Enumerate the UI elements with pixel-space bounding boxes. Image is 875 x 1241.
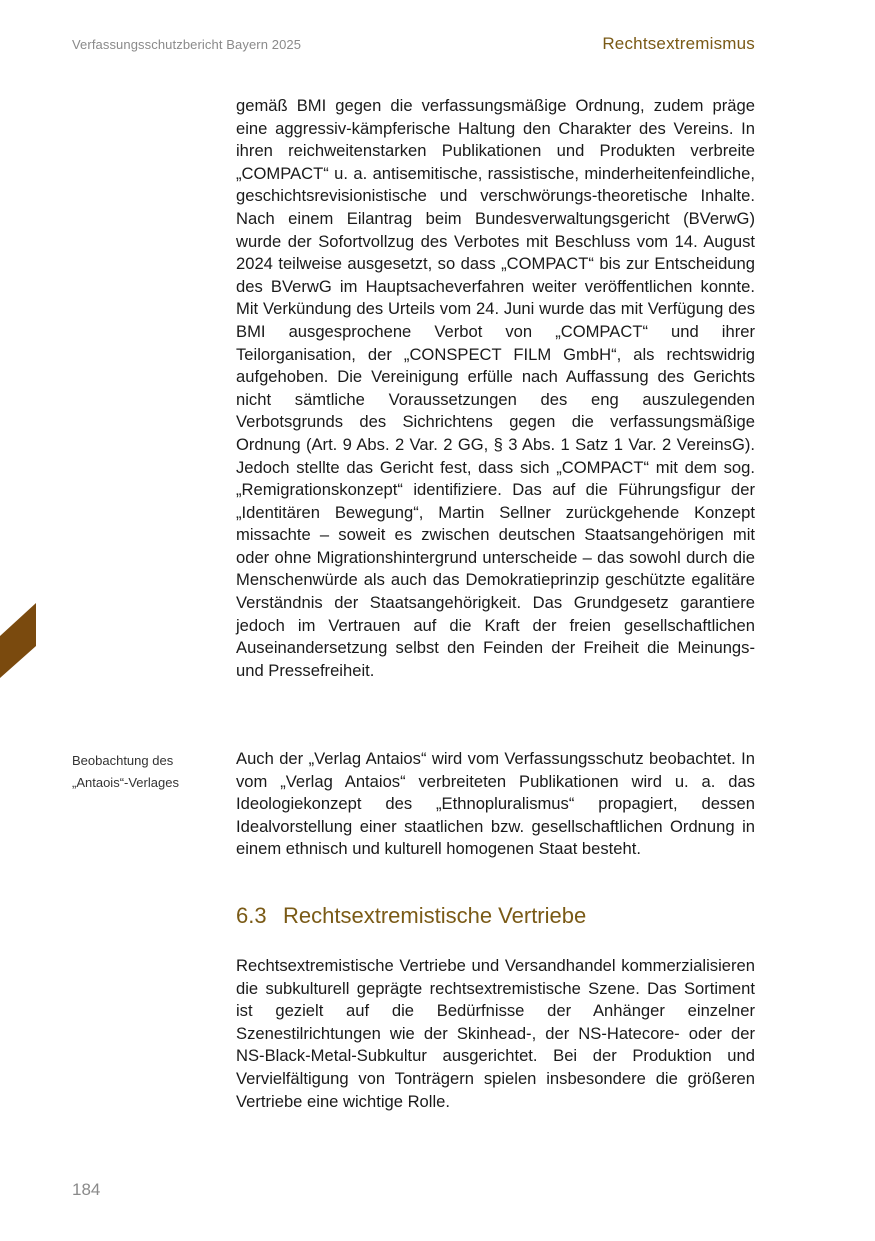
page-number: 184 — [72, 1180, 101, 1199]
margin-note — [72, 750, 222, 794]
body-paragraph-compact: gemäß BMI gegen die verfassungsmäßige Ordnung, zudem präge eine aggressiv-kämpferische Haltung den Charakter des Vereins. In ihren reichweitenstarken Publikationen und Produkten verbreite „COMPACT“ u. a. antisemitische, rassistische, minderheitenfeindliche, geschichtsrevisionistische und verschwörungs-theoretische Inhalte. Nach einem Eilantrag beim Bundesverwaltungsgericht (BVerwG) wurde der Sofortvollzug des Verbotes mit Beschluss vom 14. August 2024 teilweise ausgesetzt, so dass „COMPACT“ bis zur Entscheidung des BVerwG im Hauptsacheverfahren weiter veröffentlichen konnte. Mit Verkündung des Urteils vom 24. Juni wurde das mit Verfügung des BMI ausgesprochene Verbot von „COMPACT“ und ihrer Teilorganisation, der „CONSPECT FILM GmbH“, als rechtswidrig aufgehoben. Die Vereinigung erfülle nach Auffassung des Gerichts nicht sämtliche Voraussetzungen des eng auszulegenden Verbotsgrunds des Sichrichtens gegen die verfassungsmäßige Ordnung (Art. 9 Abs. 2 Var. 2 GG, § 3 Abs. 1 Satz 1 Var. 2 VereinsG). Jedoch stellte das Gericht fest, dass sich „COMPACT“ mit dem sog. „Remigrationskonzept“ identifiziere. Das auf die Führungsfigur der „Identitären Bewegung“, Martin Sellner zurückgehende Konzept missachte – soweit es zwischen deutschen Staatsangehörigen mit oder ohne Migrationshintergrund unterscheide – das sowohl durch die Menschenwürde als auch das Demokratieprinzip geschützte egalitäre Verständnis der Staatsangehörigkeit. Das Grundgesetz garantiere jedoch im Vertrauen auf die Kraft der freien gesellschaftlichen Auseinandersetzung selbst den Feinden der Freiheit die Meinungs- und Pressefreiheit. — [236, 96, 755, 680]
section-number: 6.3 — [236, 903, 267, 928]
chapter-edge-tab-shape — [0, 603, 36, 678]
running-head-publication: Verfassungsschutzbericht Bayern 2025 — [72, 37, 302, 52]
body-paragraph-antaios: Auch der „Verlag Antaios“ wird vom Verfassungsschutz beobachtet. In vom „Verlag Antaios“ verbreiteten Publikationen wird u. a. das Ideologiekonzept des „Ethnopluralismus“ propagiert, dessen Idealvorstellung einer staatlichen bzw. gesellschaftlichen Ordnung in einem ethnisch und kulturell homogenen Staat besteht. — [236, 749, 755, 859]
section-title: Rechtsextremistische Vertriebe — [283, 903, 587, 928]
section-heading — [236, 903, 586, 929]
running-head-chapter: Rechtsextremismus — [602, 34, 755, 53]
margin-note-line-2: „Antaois“-Verlages — [72, 775, 179, 790]
margin-note-line-1: Beobachtung des — [72, 753, 174, 768]
chapter-edge-tab — [0, 603, 36, 678]
body-paragraph-vertriebe: Rechtsextremistische Vertriebe und Versandhandel kommerzialisieren die subkulturell geprägte rechtsextremistische Szene. Das Sortiment ist gezielt auf die Bedürfnisse der Anhänger einzelner Szenestilrichtungen wie der Skinhead-, der NS-Hatecore- oder der NS-Black-Metal-Subkultur ausgerichtet. Bei der Produktion und Vervielfältigung von Tonträgern spielen insbesondere die größeren Vertriebe eine wichtige Rolle. — [236, 956, 755, 1111]
